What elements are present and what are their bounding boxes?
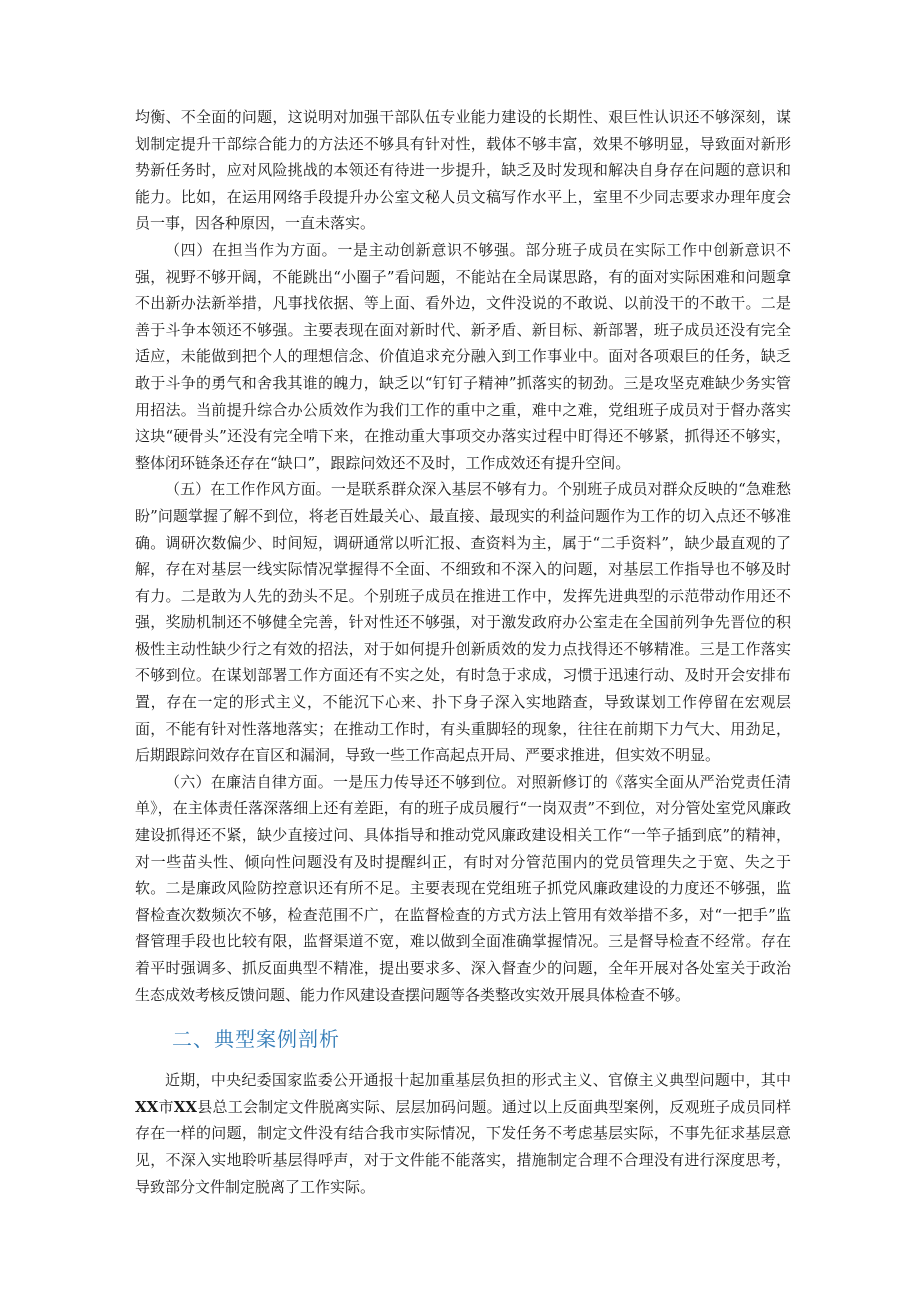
case-text-c: 县总工会制定文件脱离实际、层层加码问题。通过以上反面典型案例，反观班子成员同样存在一样的问题，制定文件没有结合我市实际情况，下发任务不考虑基层实际，不事先征求基层意见，不深入实地聆听基层得呼声，对于文件能不能落实，措施制定合理不合理没有进行深度思考，导致部分文件制定脱离了工作实际。 [135,1097,791,1196]
case-text-b: 市 [158,1097,174,1116]
case-text-a: 近期，中央纪委国家监委公开通报十起加重基层负担的形式主义、官僚主义典型问题中，其中 [165,1071,791,1090]
placeholder-city: XX [135,1097,159,1116]
paragraph-continued: 均衡、不全面的问题，这说明对加强干部队伍专业能力建设的长期性、艰巨性认识还不够深刻，谋划制定提升干部综合能力的方法还不够具有针对性，载体不够丰富，效果不够明显，导致面对新形势新任务时，应对风险挑战的本领还有待进一步提升，缺乏及时发现和解决自身存在问题的意识和能力。比如，在运用网络手段提升办公室文秘人员文稿写作水平上，室里不少同志要求办理年度会员一事，因各种原因，一直未落实。 [135,108,791,233]
placeholder-county: XX [173,1097,198,1116]
section-heading: 二、典型案例剖析 [172,1027,340,1052]
paragraph-integrity: （六）在廉洁自律方面。一是压力传导还不够到位。对照新修订的《落实全面从严治党责任清单》，在主体责任落深落细上还有差距，有的班子成员履行“一岗双责”不到位，对分管处室党风廉政建设抓得还不紧，缺少直接过问、具体指导和推动党风廉政建设相关工作“一竿子插到底”的精神，对一些苗头性、倾向性问题没有及时提醒纠正，有时对分管范围内的党员管理失之于宽、失之于软。二是廉政风险防控意识还有所不足。主要表现在党组班子抓党风廉政建设的力度还不够强，监督检查次数频次不够，检查范围不广，在监督检查的方式方法上管用有效举措不多，对“一把手”监督管理手段也比较有限，监督渠道不宽，难以做到全面准确掌握情况。三是督导检查不经常。存在着平时强调多、抓反面典型不精准，提出要求多、深入督查少的问题，全年开展对各处室关于政治生态成效考核反馈问题、能力作风建设查摆问题等各类整改实效开展具体检查不够。 [135,772,791,1004]
paragraph-case-analysis [135,1067,791,1200]
paragraph-responsibility: （四）在担当作为方面。一是主动创新意识不够强。部分班子成员在实际工作中创新意识不强，视野不够开阔，不能跳出“小圈子”看问题，不能站在全局谋思路，有的面对实际困难和问题拿不出新办法新举措，凡事找依据、等上面、看外边，文件没说的不敢说、以前没干的不敢干。二是善于斗争本领还不够强。主要表现在面对新时代、新矛盾、新目标、新部署，班子成员还没有完全适应，未能做到把个人的理想信念、价值追求充分融入到工作事业中。面对各项艰巨的任务，缺乏敢于斗争的勇气和舍我其谁的魄力，缺乏以“钉钉子精神”抓落实的韧劲。三是攻坚克难缺少务实管用招法。当前提升综合办公质效作为我们工作的重中之重，难中之难，党组班子成员对于督办落实这块“硬骨头”还没有完全啃下来，在推动重大事项交办落实过程中盯得还不够紧，抓得还不够实，整体闭环链条还存在“缺口”，跟踪问效还不及时，工作成效还有提升空间。 [135,240,791,472]
paragraph-work-style: （五）在工作作风方面。一是联系群众深入基层不够有力。个别班子成员对群众反映的“急难愁盼”问题掌握了解不到位，将老百姓最关心、最直接、最现实的利益问题作为工作的切入点还不够准确。调研次数偏少、时间短，调研通常以听汇报、查资料为主，属于“二手资料”，缺少最直观的了解，存在对基层一线实际情况掌握得不全面、不细致和不深入的问题，对基层工作指导也不够及时有力。二是敢为人先的劲头不足。个别班子成员在推进工作中，发挥先进典型的示范带动作用还不强，奖励机制还不够健全完善，针对性还不够强，对于激发政府办公室走在全国前列争先晋位的积极性主动性缺少行之有效的招法，对于如何提升创新质效的发力点找得还不够精准。三是工作落实不够到位。在谋划部署工作方面还有不实之处，有时急于求成，习惯于迅速行动、及时开会安排布置，存在一定的形式主义，不能沉下心来、扑下身子深入实地踏查，导致谋划工作停留在宏观层面，不能有针对性落地落实；在推动工作时，有头重脚轻的现象，往往在前期下力气大、用劲足，后期跟踪问效存在盲区和漏洞，导致一些工作高起点开局、严要求推进，但实效不明显。 [135,480,791,765]
document-page [135,104,791,1200]
